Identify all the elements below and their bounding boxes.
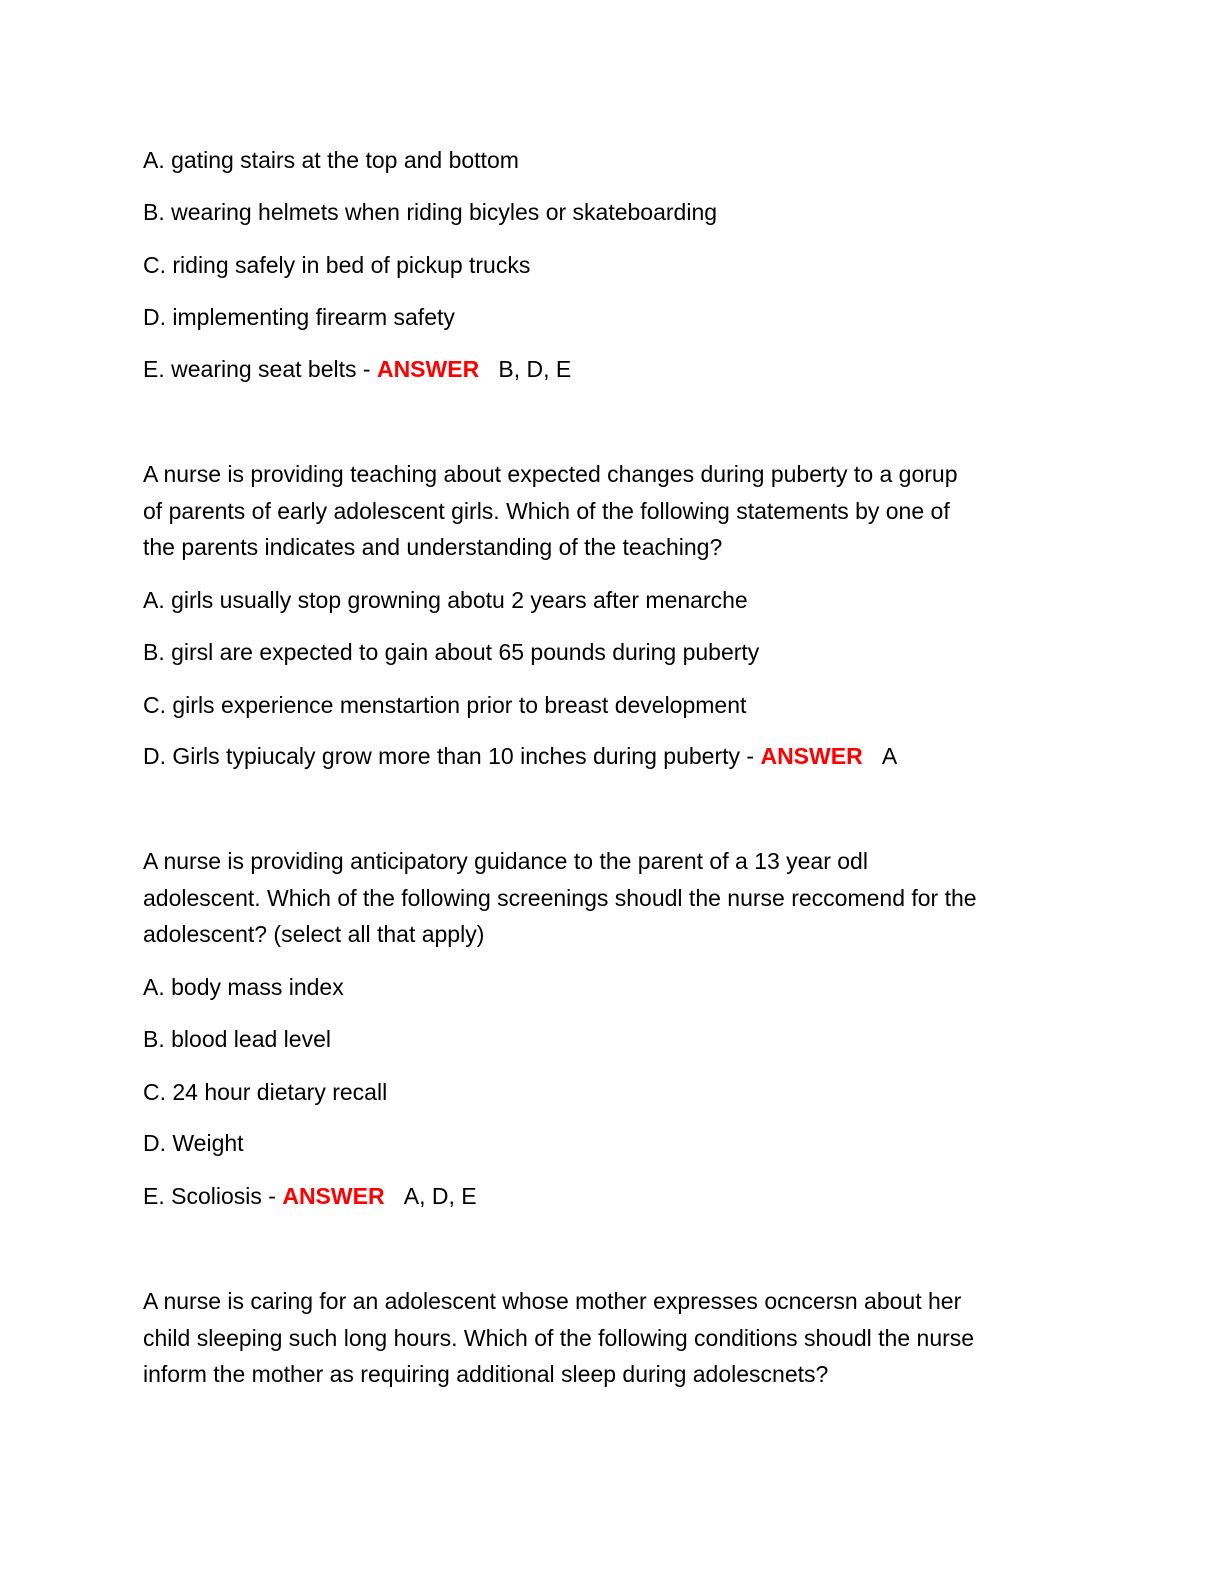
option-text: C. riding safely in bed of pickup trucks xyxy=(143,252,531,278)
option-text: B. wearing helmets when riding bicyles or skateboarding xyxy=(143,199,718,225)
question-text: the parents indicates and understanding of the teaching? xyxy=(143,534,723,560)
question-text: A nurse is providing teaching about expected changes during puberty to a gorup xyxy=(143,461,958,487)
option-text: C. girls experience menstartion prior to breast development xyxy=(143,692,747,718)
answer-line xyxy=(143,1181,477,1211)
question-text: adolescent. Which of the following screenings shoudl the nurse reccomend for the xyxy=(143,885,977,911)
option-text: B. blood lead level xyxy=(143,1026,331,1052)
answer-value: A, D, E xyxy=(403,1183,477,1209)
option-text: C. 24 hour dietary recall xyxy=(143,1079,388,1105)
answer-value: A xyxy=(881,743,898,769)
answer-label: ANSWER xyxy=(376,356,480,382)
option-text: A. girls usually stop growning abotu 2 years after menarche xyxy=(143,587,748,613)
question-text: adolescent? (select all that apply) xyxy=(143,921,485,947)
option-text: D. implementing firearm safety xyxy=(143,304,455,330)
question-text: child sleeping such long hours. Which of the following conditions shoudl the nurse xyxy=(143,1325,975,1351)
answer-label: ANSWER xyxy=(760,743,863,769)
question-text: A nurse is caring for an adolescent whose mother expresses ocncersn about her xyxy=(143,1288,962,1314)
option-text: D. Weight xyxy=(143,1130,244,1156)
question-text: of parents of early adolescent girls. Which of the following statements by one of xyxy=(143,498,950,524)
question-text: A nurse is providing anticipatory guidance to the parent of a 13 year odl xyxy=(143,848,868,874)
answer-label: ANSWER xyxy=(282,1183,385,1209)
option-text: A. gating stairs at the top and bottom xyxy=(143,147,519,173)
answer-line xyxy=(143,741,897,771)
answer-value: B, D, E xyxy=(498,356,572,382)
option-text: E. wearing seat belts - xyxy=(143,356,377,382)
option-text: B. girsl are expected to gain about 65 pounds during puberty xyxy=(143,639,760,665)
option-text: D. Girls typiucaly grow more than 10 inches during puberty - xyxy=(143,743,761,769)
question-text: inform the mother as requiring additional sleep during adolescnets? xyxy=(143,1361,829,1387)
answer-line xyxy=(143,354,571,384)
option-text: E. Scoliosis - xyxy=(143,1183,283,1209)
option-text: A. body mass index xyxy=(143,974,344,1000)
